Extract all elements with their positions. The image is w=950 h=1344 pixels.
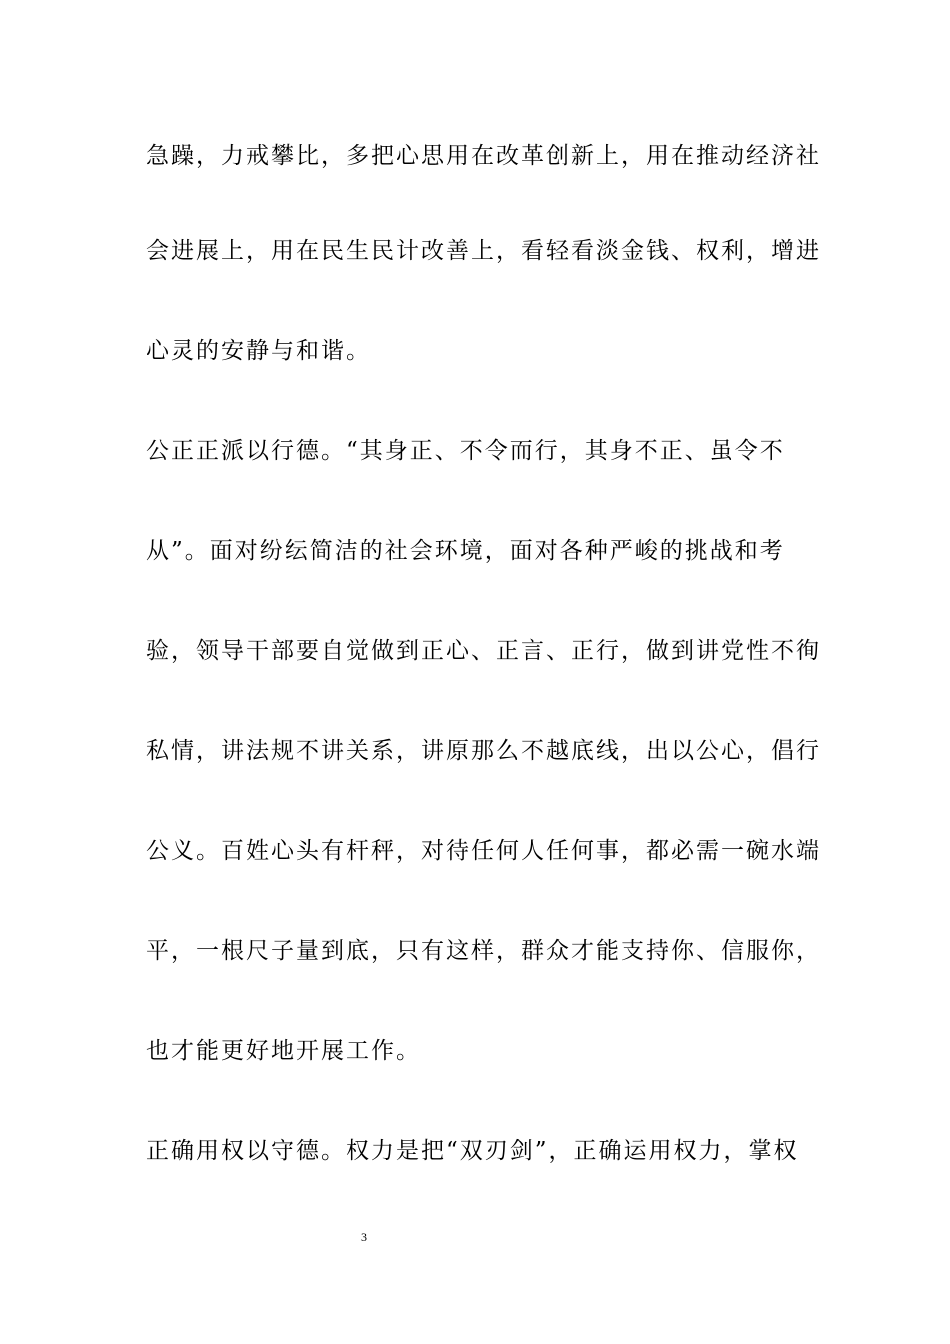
text-line-4: 公正正派以行德。“其身正、不令而行，其身不正、虽令不 (146, 438, 785, 464)
page-number: 3 (361, 1230, 367, 1244)
text-line-7: 私情，讲法规不讲关系，讲原那么不越底线，出以公心，倡行 (146, 738, 821, 764)
text-line-9: 平，一根尺子量到底，只有这样，群众才能支持你、信服你， (146, 938, 821, 964)
text-line-8: 公义。百姓心头有杆秤，对待任何人任何事，都必需一碗水端 (146, 838, 821, 864)
text-line-2: 会进展上，用在民生民计改善上，看轻看淡金钱、权利，增进 (146, 238, 821, 264)
text-line-6: 验，领导干部要自觉做到正心、正言、正行，做到讲党性不徇 (146, 638, 821, 664)
text-line-1: 急躁，力戒攀比，多把心思用在改革创新上，用在推动经济社 (146, 143, 821, 169)
text-line-11: 正确用权以守德。权力是把“双刃剑”，正确运用权力，掌权 (146, 1138, 799, 1164)
text-line-10: 也才能更好地开展工作。 (146, 1038, 421, 1064)
text-line-3: 心灵的安静与和谐。 (146, 338, 371, 364)
text-line-5: 从”。面对纷纭简洁的社会环境，面对各种严峻的挑战和考 (146, 538, 785, 564)
